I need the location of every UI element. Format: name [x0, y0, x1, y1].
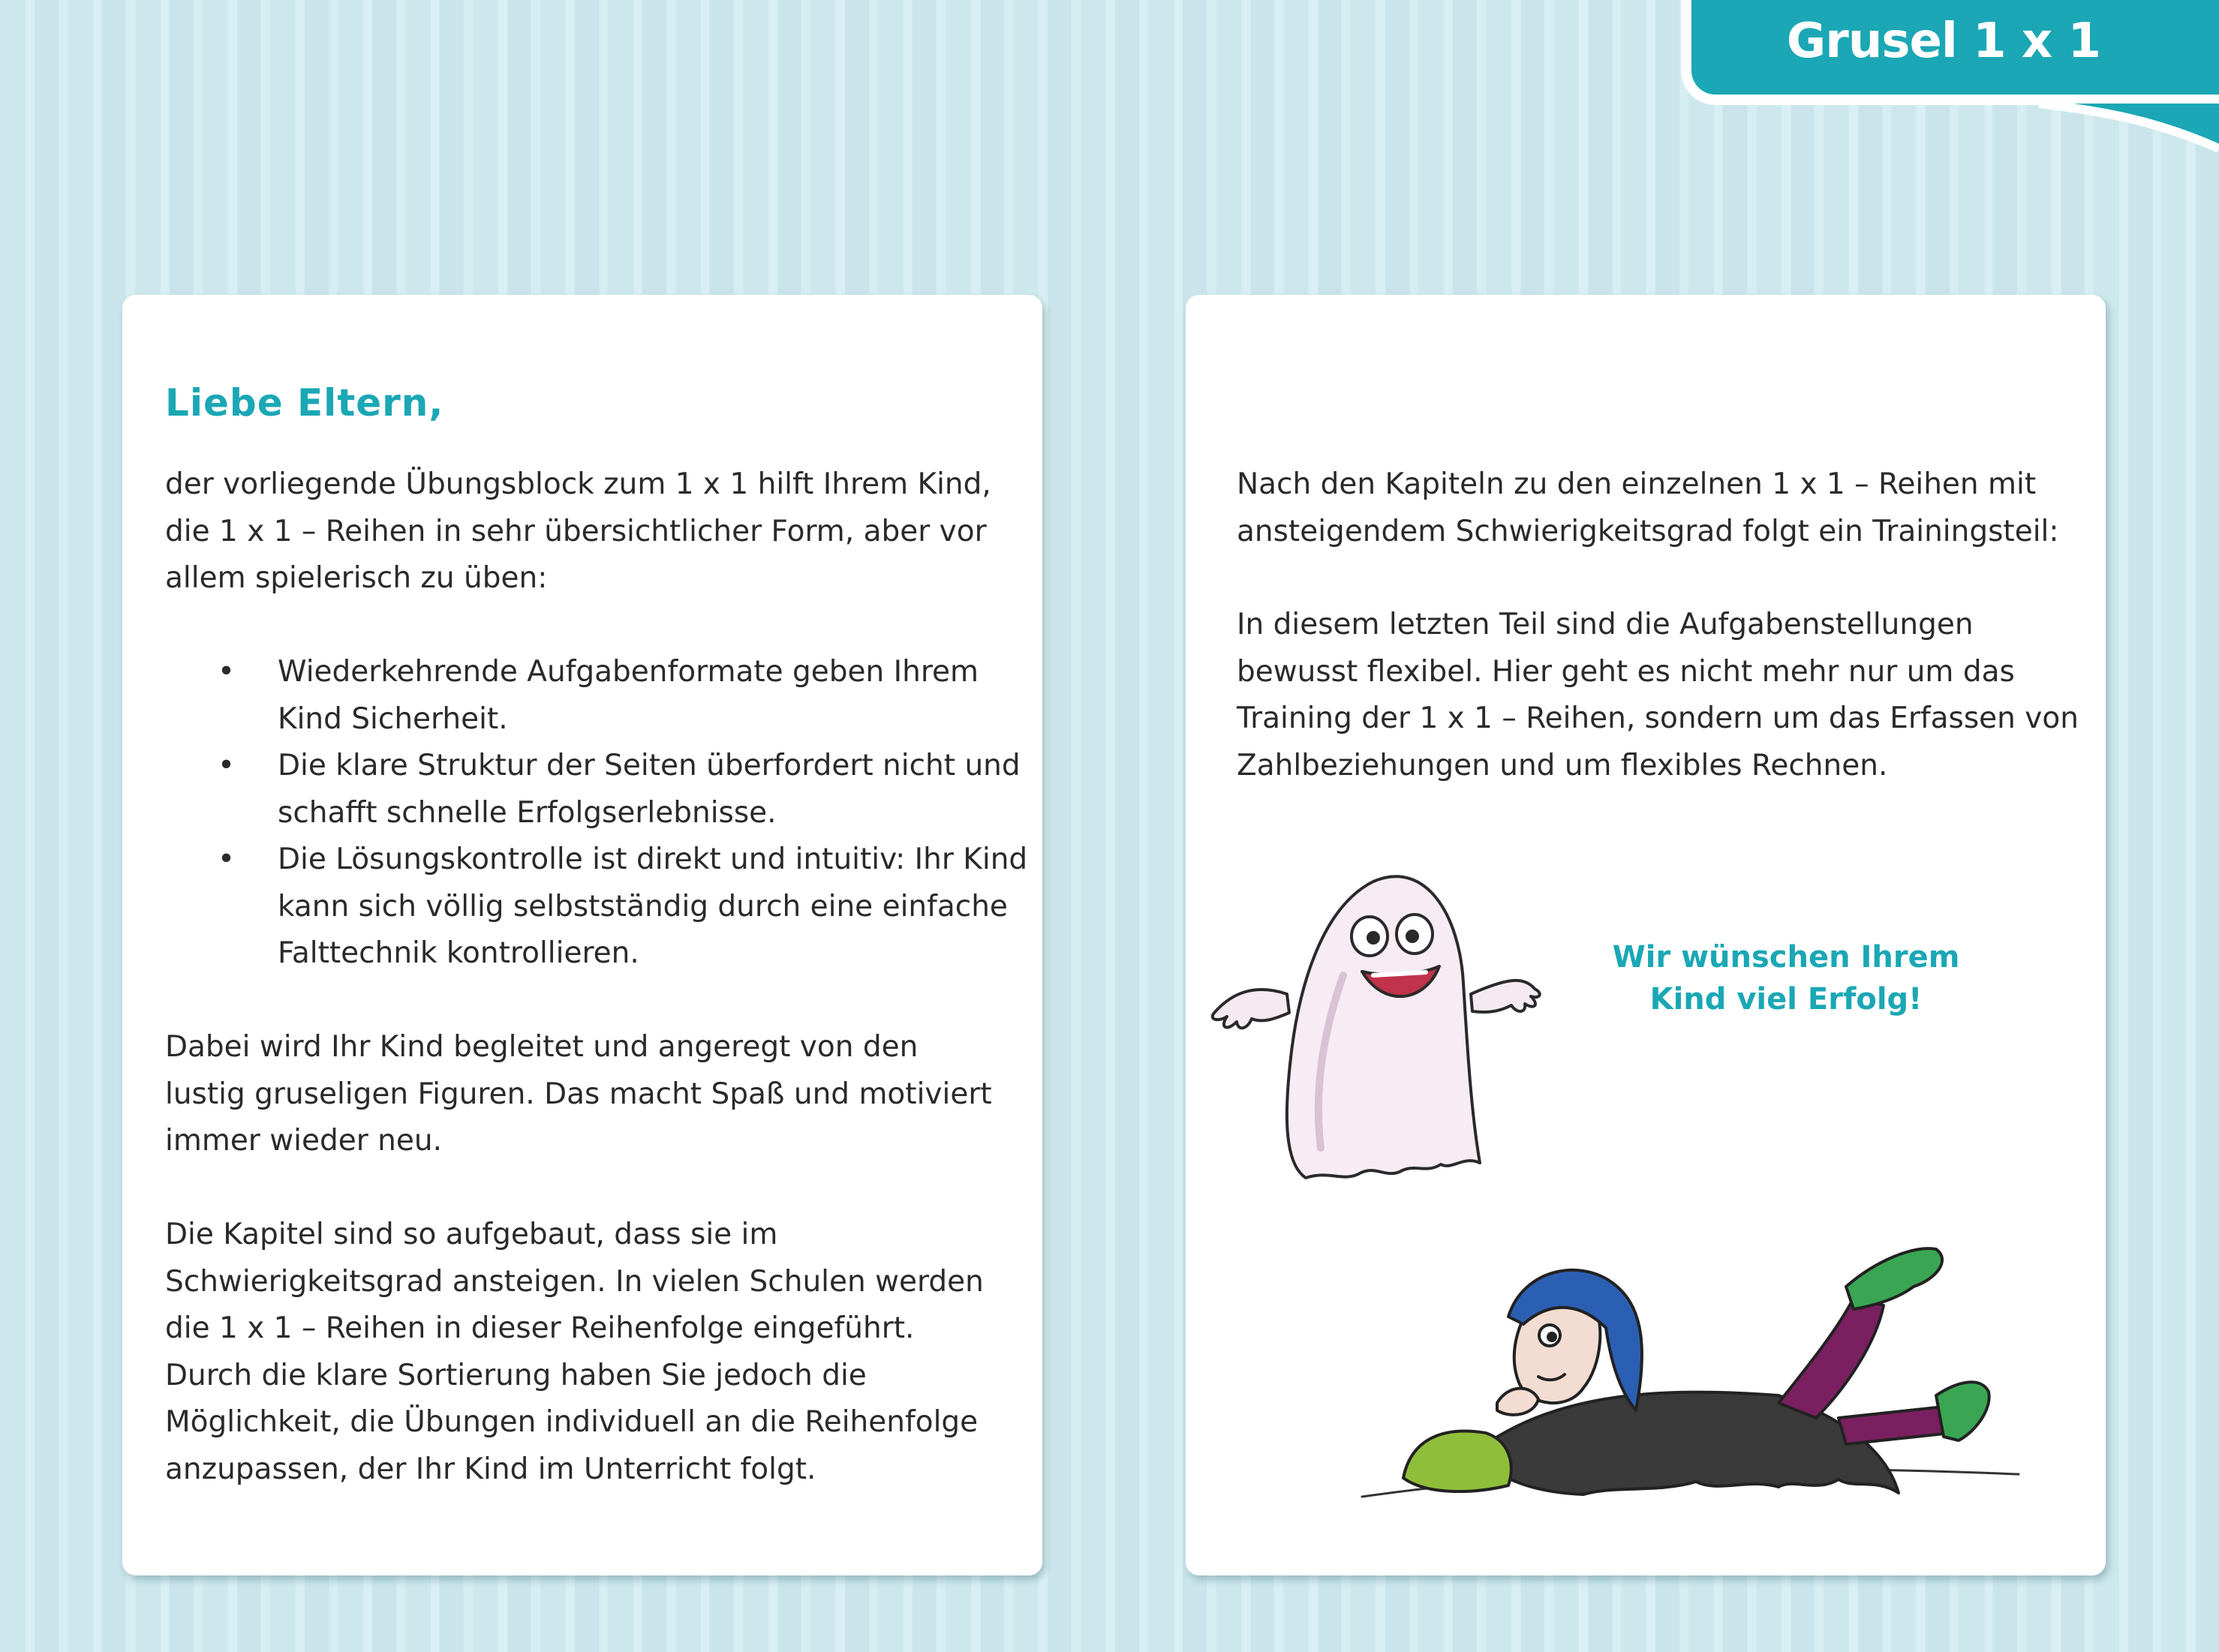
bullet-icon: • — [218, 749, 236, 782]
wish-text — [1583, 936, 1989, 1020]
bullet-icon: • — [218, 655, 236, 689]
list-item-text: Wiederkehrende Aufgabenformate geben Ihrem Kind Sicherheit. — [278, 655, 979, 736]
wish-line-1: Wir wünschen Ihrem — [1612, 940, 1960, 975]
list-item-text: Die klare Struktur der Seiten überfordert nicht und schafft schnelle Erfolgserlebnisse. — [278, 749, 1021, 830]
wish-line-2: Kind viel Erfolg! — [1649, 982, 1923, 1017]
intro-paragraph: der vorliegende Übungsblock zum 1 x 1 hilft Ihrem Kind, die 1 x 1 – Reihen in sehr übersichtlicher Form, aber vor allem spielerisch zu üben: — [165, 467, 991, 595]
greeting-heading: Liebe Eltern, — [165, 381, 444, 425]
training-intro-paragraph: Nach den Kapiteln zu den einzelnen 1 x 1 – Reihen mit ansteigendem Schwierigkeitsgrad folgt ein Trainingsteil: — [1237, 467, 2059, 548]
title-swoosh-decoration — [2039, 104, 2219, 156]
title-tab — [1681, 0, 2219, 105]
list-item — [165, 837, 1028, 978]
ghost-icon — [1201, 863, 1568, 1185]
page-title: Grusel 1 x 1 — [1786, 14, 2100, 69]
bullet-icon: • — [218, 843, 236, 876]
figures-paragraph: Dabei wird Ihr Kind begleitet und angeregt von den lustig gruseligen Figuren. Das macht Spaß und motiviert immer wieder neu. — [165, 1030, 992, 1158]
list-item — [165, 743, 1028, 837]
feature-list — [165, 649, 1028, 978]
vampire-girl-icon — [1358, 1215, 2034, 1515]
list-item — [165, 649, 1028, 743]
training-details-paragraph: In diesem letzten Teil sind die Aufgabenstellungen bewusst flexibel. Hier geht es nicht mehr nur um das Training der 1 x 1 – Reihen, sondern um das Erfassen von Zahlbeziehungen und um flexibles Rechnen. — [1237, 608, 2079, 782]
list-item-text: Die Lösungskontrolle ist direkt und intuitiv: Ihr Kind kann sich völlig selbstständig durch eine einfache Falttechnik kontrollieren. — [278, 843, 1028, 970]
chapters-paragraph: Die Kapitel sind so aufgebaut, dass sie im Schwierigkeitsgrad ansteigen. In vielen Schulen werden die 1 x 1 – Reihen in dieser Reihenfolge eingeführt. Durch die klare Sortierung haben Sie jedoch die Möglichkeit, die Übungen individuell an die Reihenfolge anzupassen, der Ihr Kind im Unterricht folgt. — [165, 1218, 984, 1486]
